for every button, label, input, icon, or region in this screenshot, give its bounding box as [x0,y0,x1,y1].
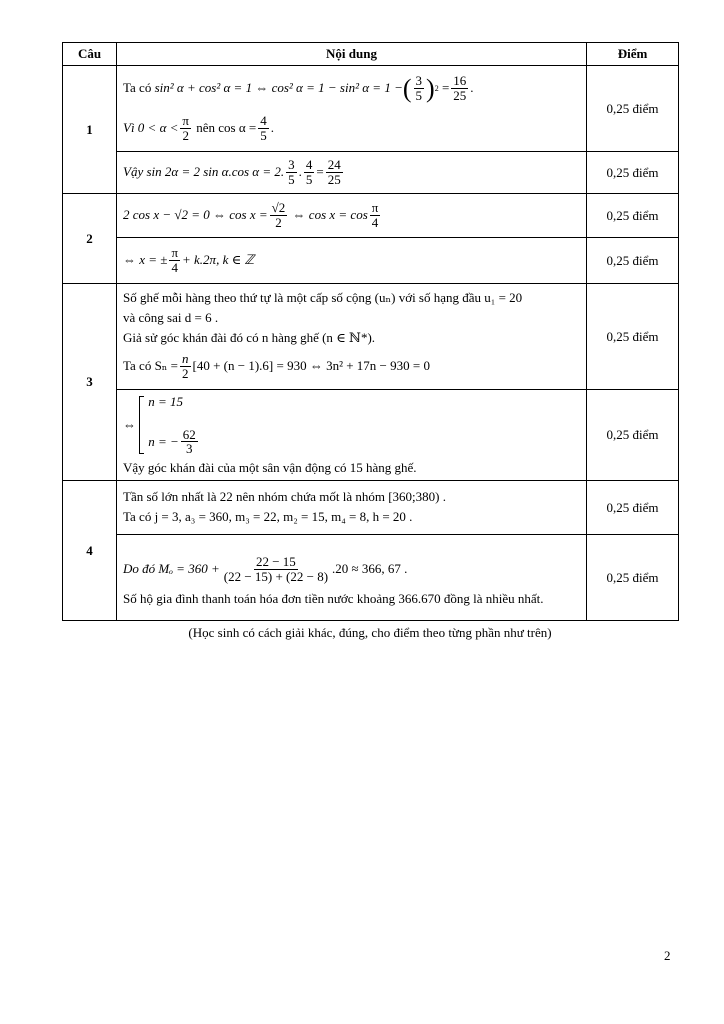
q1-points-a: 0,25 điểm [587,66,679,152]
q3-content-b [117,390,587,481]
q2-points-a: 0,25 điểm [587,194,679,238]
q3-system: ⇔ n = 15 n = − $\frac{62}{3}$ [123,394,196,457]
q1-row-a [63,66,679,152]
q3-content-a [117,284,587,390]
q2-line-2: ⇔ x = ± $\frac{\pi}{4}$ + k.2π, k ∈ ℤ [123,245,255,275]
q3-line-4: Ta có Sₙ = $\frac{n}{2}$ [40 + (n − 1).6] = 930 ⇔ 3n² + 17n − 930 = 0 [123,351,430,381]
q4-conclusion: Số hộ gia đình thanh toán hóa đơn tiền nước khoảng 366.670 đồng là nhiều nhất. [123,591,544,607]
header-diem: Điểm [587,43,679,66]
q3-row-a [63,284,679,390]
table-header-row [63,43,679,66]
q4-points-b: 0,25 điểm [587,535,679,621]
q2-row-a [63,194,679,238]
q2-number: 2 [63,194,117,284]
header-cau: Câu [63,43,117,66]
grading-table [62,42,679,621]
header-noi-dung: Nội dung [117,43,587,66]
q1-frac-4-5: $\frac{4}{5}$ [260,113,267,143]
q1-line-2: Vì 0 < α < $\frac{\pi}{2}$ nên cos α = $\frac{4}{5}$ . [123,113,274,143]
q1-frac-pi-2: $\frac{\pi}{2}$ [182,113,189,143]
q2-line-1: 2 cos x − √2 = 0 ⇔ cos x = $\frac{√2}{2}$ ⇔ cos x = cos $\frac{\pi}{4}$ [123,200,379,230]
q3-line-1: Số ghế mỗi hàng theo thứ tự là một cấp số cộng (uₙ) với số hạng đầu u₁ = 20 [123,290,523,306]
q3-line-2: và công sai d = 6 . [123,310,219,326]
q4-number: 4 [63,481,117,621]
q4-content-a [117,481,587,535]
q3-number: 3 [63,284,117,481]
q4-row-a [63,481,679,535]
q1-frac-3-5: $\frac{3}{5}$ [415,73,423,103]
q4-line-1: Tần số lớn nhất là 22 nên nhóm chứa mốt là nhóm [360;380) . [123,489,446,505]
q2-row-b [63,238,679,284]
q4-content-b [117,535,587,621]
q1-number: 1 [63,66,117,194]
q1-content-a [117,66,587,152]
q3-points-b: 0,25 điểm [587,390,679,481]
q4-row-b [63,535,679,621]
q3-points-a: 0,25 điểm [587,284,679,390]
q4-line-3: Do đó Mₒ = 360 + $\frac{22 - 15}{(22 - 15) + (22 - 8)}$ .20 ≈ 366, 67 . [123,554,408,584]
system-bracket [139,396,144,454]
q3-line-3: Giả sử góc khán đài đó có n hàng ghế (n ∈ ℕ*). [123,330,376,346]
q1-frac-16-25: $\frac{16}{25}$ [453,73,467,103]
q2-content-a [117,194,587,238]
page-number: 2 [664,948,671,963]
footnote: (Học sinh có cách giải khác, đúng, cho điểm theo từng phần như trên) [188,625,552,640]
q3-row-b [63,390,679,481]
q1-line-1: Ta có sin² α + cos² α = 1 ⇔ cos² α = 1 − sin² α = 1 − ( $\frac{3}{5}$ ) 2 = $\frac{16}{25}$ . [123,73,474,103]
q1-row-b [63,152,679,194]
q1-content-b [117,152,587,194]
q3-conclusion: Vậy góc khán đài của một sân vận động có 15 hàng ghế. [123,459,417,475]
q1-points-b: 0,25 điểm [587,152,679,194]
q2-points-b: 0,25 điểm [587,238,679,284]
q4-line-2: Ta có j = 3, a₃ = 360, m₃ = 22, m₂ = 15, m₄ = 8, h = 20 . [123,509,413,525]
q2-content-b [117,238,587,284]
q1-line-3: Vậy sin 2α = 2 sin α.cos α = 2. $\frac{3}{5}$ . $\frac{4}{5}$ = $\frac{24}{25}$ [123,157,341,187]
q4-points-a: 0,25 điểm [587,481,679,535]
